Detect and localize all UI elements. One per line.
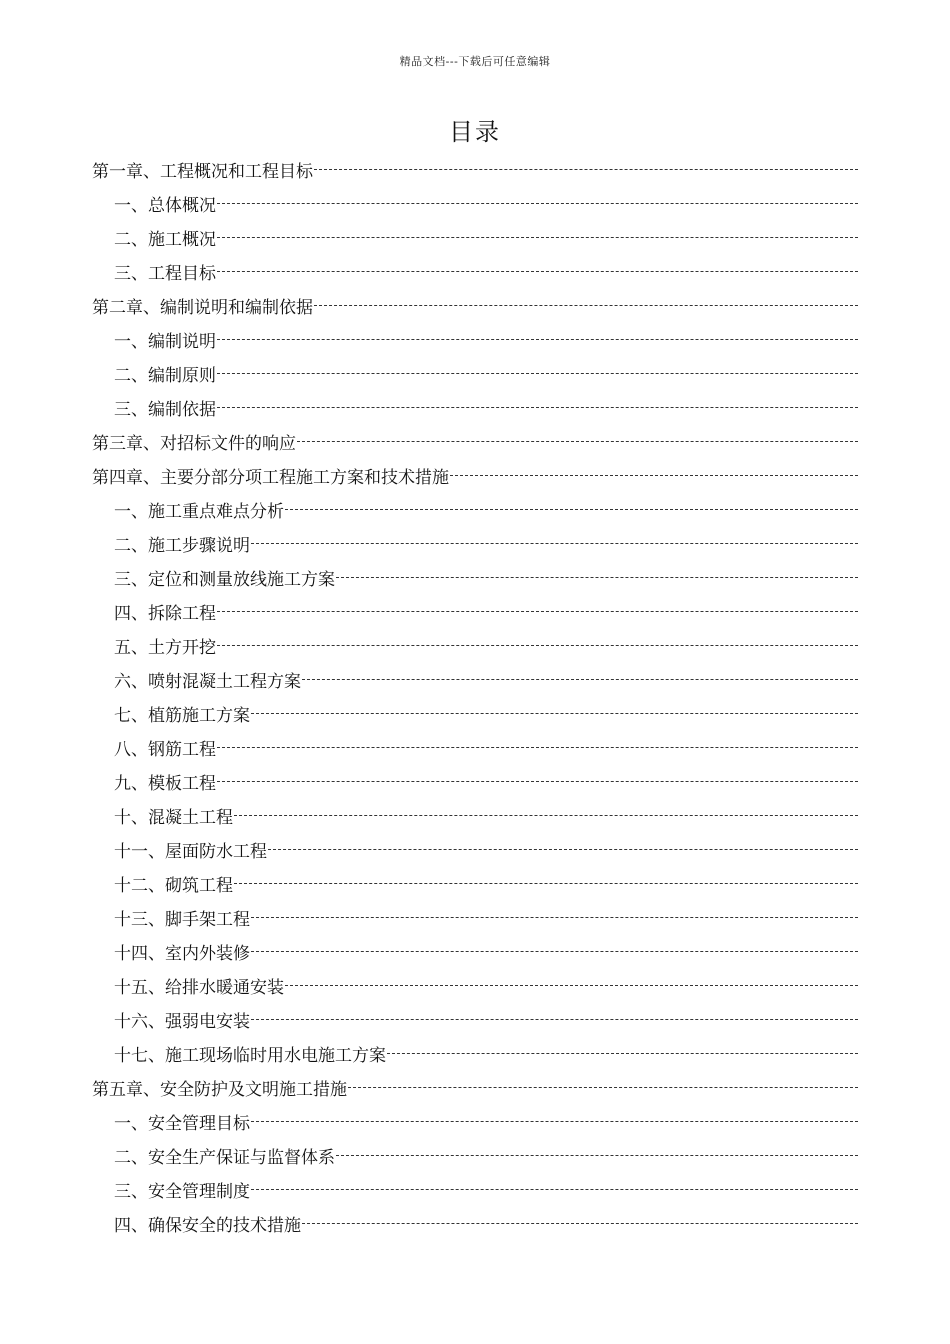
toc-section-entry[interactable] bbox=[92, 220, 858, 254]
toc-entry-text: 九、模板工程 bbox=[114, 773, 216, 794]
toc-entry-text: 二、编制原则 bbox=[114, 365, 216, 386]
toc-chapter-entry[interactable] bbox=[92, 1070, 858, 1104]
toc-section-entry[interactable] bbox=[92, 900, 858, 934]
toc-section-entry[interactable] bbox=[92, 1172, 858, 1206]
toc-leader-line bbox=[336, 1155, 858, 1156]
toc-section-entry[interactable] bbox=[92, 1138, 858, 1172]
toc-entry-text: 二、安全生产保证与监督体系 bbox=[114, 1147, 335, 1168]
toc-section-entry[interactable] bbox=[92, 832, 858, 866]
toc-entry-text: 二、施工步骤说明 bbox=[114, 535, 250, 556]
toc-leader-line bbox=[314, 305, 858, 306]
toc-entry-text: 二、施工概况 bbox=[114, 229, 216, 250]
toc-section-entry[interactable] bbox=[92, 866, 858, 900]
toc-section-entry[interactable] bbox=[92, 798, 858, 832]
toc-entry-text: 一、安全管理目标 bbox=[114, 1113, 250, 1134]
toc-section-entry[interactable] bbox=[92, 1206, 858, 1240]
toc-entry-text: 三、安全管理制度 bbox=[114, 1181, 250, 1202]
toc-entry-text: 第二章、编制说明和编制依据 bbox=[92, 297, 313, 318]
toc-entry-text: 六、喷射混凝土工程方案 bbox=[114, 671, 301, 692]
toc-entry-text: 十三、脚手架工程 bbox=[114, 909, 250, 930]
toc-entry-text: 一、施工重点难点分析 bbox=[114, 501, 284, 522]
toc-leader-line bbox=[217, 203, 858, 204]
toc-leader-line bbox=[251, 951, 858, 952]
toc-section-entry[interactable] bbox=[92, 662, 858, 696]
toc-leader-line bbox=[251, 917, 858, 918]
toc-leader-line bbox=[268, 849, 858, 850]
toc-section-entry[interactable] bbox=[92, 628, 858, 662]
toc-section-entry[interactable] bbox=[92, 1104, 858, 1138]
toc-entry-text: 第四章、主要分部分项工程施工方案和技术措施 bbox=[92, 467, 449, 488]
toc-entry-text: 三、工程目标 bbox=[114, 263, 216, 284]
toc-entry-text: 五、土方开挖 bbox=[114, 637, 216, 658]
toc-entry-text: 十四、室内外装修 bbox=[114, 943, 250, 964]
toc-leader-line bbox=[251, 1189, 858, 1190]
toc-leader-line bbox=[251, 713, 858, 714]
toc-section-entry[interactable] bbox=[92, 968, 858, 1002]
toc-leader-line bbox=[387, 1053, 858, 1054]
toc-entry-text: 七、植筋施工方案 bbox=[114, 705, 250, 726]
toc-leader-line bbox=[336, 577, 858, 578]
toc-leader-line bbox=[297, 441, 858, 442]
toc-leader-line bbox=[217, 373, 858, 374]
toc-entry-text: 第一章、工程概况和工程目标 bbox=[92, 161, 313, 182]
toc-section-entry[interactable] bbox=[92, 322, 858, 356]
toc-entry-text: 十五、给排水暖通安装 bbox=[114, 977, 284, 998]
toc-entry-text: 四、拆除工程 bbox=[114, 603, 216, 624]
toc-leader-line bbox=[217, 781, 858, 782]
toc-entry-text: 一、总体概况 bbox=[114, 195, 216, 216]
toc-leader-line bbox=[217, 237, 858, 238]
toc-section-entry[interactable] bbox=[92, 186, 858, 220]
toc-section-entry[interactable] bbox=[92, 1036, 858, 1070]
toc-entry-text: 三、编制依据 bbox=[114, 399, 216, 420]
toc-leader-line bbox=[234, 815, 858, 816]
toc-section-entry[interactable] bbox=[92, 492, 858, 526]
toc-chapter-entry[interactable] bbox=[92, 288, 858, 322]
toc-leader-line bbox=[217, 407, 858, 408]
toc-leader-line bbox=[285, 985, 858, 986]
toc-leader-line bbox=[450, 475, 858, 476]
page-header: 精品文档---下载后可任意编辑 bbox=[399, 55, 551, 68]
toc-entry-text: 第三章、对招标文件的响应 bbox=[92, 433, 296, 454]
toc-entry-text: 十、混凝土工程 bbox=[114, 807, 233, 828]
toc-section-entry[interactable] bbox=[92, 1002, 858, 1036]
toc-entry-text: 十六、强弱电安装 bbox=[114, 1011, 250, 1032]
toc-section-entry[interactable] bbox=[92, 526, 858, 560]
toc-chapter-entry[interactable] bbox=[92, 152, 858, 186]
toc-leader-line bbox=[217, 645, 858, 646]
toc-entry-text: 一、编制说明 bbox=[114, 331, 216, 352]
toc-leader-line bbox=[314, 169, 858, 170]
toc-entry-text: 十一、屋面防水工程 bbox=[114, 841, 267, 862]
toc-leader-line bbox=[302, 679, 858, 680]
toc-leader-line bbox=[251, 543, 858, 544]
toc-section-entry[interactable] bbox=[92, 254, 858, 288]
toc-entry-text: 八、钢筋工程 bbox=[114, 739, 216, 760]
toc-section-entry[interactable] bbox=[92, 390, 858, 424]
toc-list bbox=[92, 152, 858, 1240]
toc-leader-line bbox=[217, 611, 858, 612]
toc-leader-line bbox=[234, 883, 858, 884]
toc-chapter-entry[interactable] bbox=[92, 424, 858, 458]
toc-entry-text: 十二、砌筑工程 bbox=[114, 875, 233, 896]
toc-section-entry[interactable] bbox=[92, 696, 858, 730]
toc-leader-line bbox=[302, 1223, 858, 1224]
toc-leader-line bbox=[348, 1087, 858, 1088]
toc-section-entry[interactable] bbox=[92, 356, 858, 390]
toc-entry-text: 第五章、安全防护及文明施工措施 bbox=[92, 1079, 347, 1100]
toc-title: 目录 bbox=[449, 118, 501, 146]
toc-entry-text: 十七、施工现场临时用水电施工方案 bbox=[114, 1045, 386, 1066]
toc-leader-line bbox=[217, 271, 858, 272]
toc-section-entry[interactable] bbox=[92, 730, 858, 764]
toc-chapter-entry[interactable] bbox=[92, 458, 858, 492]
toc-leader-line bbox=[285, 509, 858, 510]
toc-entry-text: 三、定位和测量放线施工方案 bbox=[114, 569, 335, 590]
toc-leader-line bbox=[251, 1019, 858, 1020]
toc-section-entry[interactable] bbox=[92, 764, 858, 798]
toc-section-entry[interactable] bbox=[92, 594, 858, 628]
toc-entry-text: 四、确保安全的技术措施 bbox=[114, 1215, 301, 1236]
toc-leader-line bbox=[217, 339, 858, 340]
toc-section-entry[interactable] bbox=[92, 560, 858, 594]
toc-leader-line bbox=[217, 747, 858, 748]
toc-section-entry[interactable] bbox=[92, 934, 858, 968]
toc-leader-line bbox=[251, 1121, 858, 1122]
